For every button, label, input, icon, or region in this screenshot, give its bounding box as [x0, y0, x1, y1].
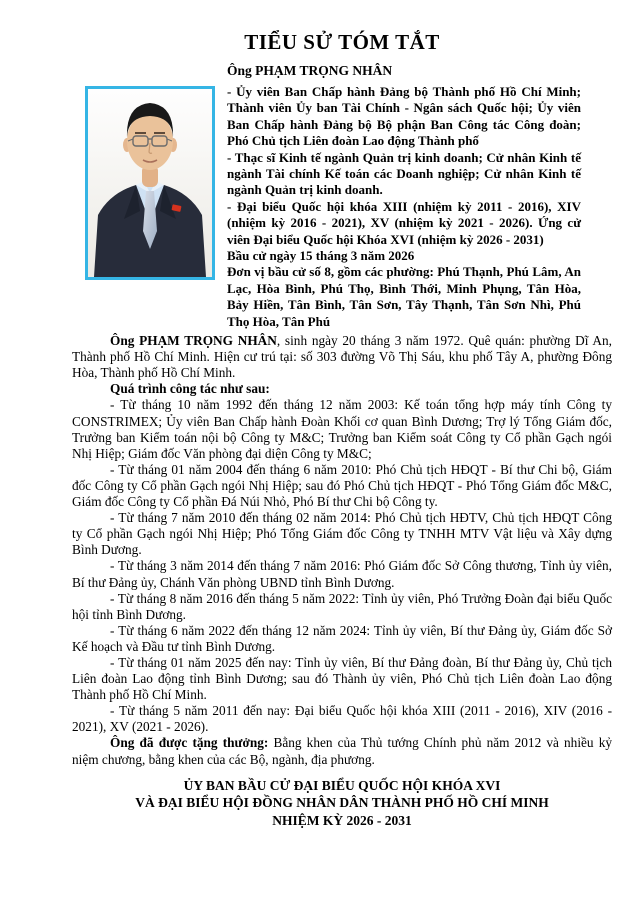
photo-column [72, 61, 227, 280]
footer-line-term: NHIỆM KỲ 2026 - 2031 [272, 812, 412, 828]
footer-line-committee: ỦY BAN BẦU CỬ ĐẠI BIỂU QUỐC HỘI KHÓA XVI [183, 777, 501, 793]
footer-line-council: VÀ ĐẠI BIỂU HỘI ĐỒNG NHÂN DÂN THÀNH PHỐ HỒ CHÍ MINH [135, 795, 549, 811]
career-item-2022-2024: - Từ tháng 6 năm 2022 đến tháng 12 năm 2024: Tỉnh ủy viên, Bí thư Đảng ủy, Giám đốc Sở Kế hoạch và Đầu tư tỉnh Bình Dương. [72, 622, 612, 654]
intro-paragraph [72, 333, 612, 381]
profile-section [72, 61, 612, 330]
awards-text: Bằng khen của Thủ tướng Chính phủ năm 2012 và nhiều kỷ niệm chương, bằng khen của các Bộ, ngành, địa phương. [72, 735, 612, 767]
intro-text: , sinh ngày 20 tháng 3 năm 1972. Quê quán: phường Dĩ An, Thành phố Hồ Chí Minh. Hiện cư trú tại: số 303 đường Võ Thị Sáu, khu phố Tây A, phường Đông Hòa, Thành phố Hồ Chí Minh. [72, 333, 612, 381]
biography-body [72, 333, 612, 768]
document-title: TIỂU SỬ TÓM TẮT [244, 30, 440, 54]
career-item-2011-now: - Từ tháng 5 năm 2011 đến nay: Đại biểu Quốc hội khóa XIII (2011 - 2016), XIV (2016 - 2021), XV (2021 - 2026). [72, 703, 612, 735]
summary-item-assembly-terms: - Đại biểu Quốc hội khóa XIII (nhiệm kỳ 2011 - 2016), XIV (nhiệm kỳ 2016 - 2021), XV (nhiệm kỳ 2021 - 2026). Ứng cử viên Đại biểu Quốc hội Khóa XVI (nhiệm kỳ 2026 - 2031) [227, 198, 581, 247]
summary-item-election-date: Bầu cử ngày 15 tháng 3 năm 2026 [227, 248, 415, 264]
election-committee-footer [72, 777, 612, 830]
career-item-2025-now: - Từ tháng 01 năm 2025 đến nay: Tỉnh ủy viên, Bí thư Đảng đoàn, Bí thư Đảng ủy, Chủ tịch Liên đoàn Lao động tỉnh Bình Dương; sau đó Thành ủy viên, Phó Chủ tịch Liên đoàn Lao động Thành phố Hồ Chí Minh. [72, 654, 612, 703]
career-item-2004-2010: - Từ tháng 01 năm 2004 đến tháng 6 năm 2010: Phó Chủ tịch HĐQT - Bí thư Chi bộ, Giám đốc Công ty Cổ phần Gạch ngói Nhị Hiệp; sau đó Phó Chủ tịch HĐQT - Phó Tổng Giám đốc M&C, Giám đốc Công ty Cổ phần Đá Núi Nhỏ, Phó Bí thư Chi bộ Công ty. [72, 461, 612, 510]
career-item-2010-2014: - Từ tháng 7 năm 2010 đến tháng 02 năm 2014: Phó Chủ tịch HĐTV, Chủ tịch HĐQT Công ty Cổ phần Gạch ngói Nhị Hiệp; Phó Tổng Giám đốc Công ty TNHH MTV Vật liệu và Xây dựng Bình Dương. [72, 510, 612, 558]
career-item-2016-2022: - Từ tháng 8 năm 2016 đến tháng 5 năm 2022: Tỉnh ủy viên, Phó Trưởng Đoàn đại biểu Quốc hội tỉnh Bình Dương. [72, 590, 612, 622]
person-name-heading: Ông PHẠM TRỌNG NHÂN [227, 63, 393, 78]
portrait-photo [85, 86, 215, 280]
career-item-2014-2016: - Từ tháng 3 năm 2014 đến tháng 7 năm 2016: Phó Giám đốc Sở Công thương, Tỉnh ủy viên, Bí thư Đảng ủy, Chánh Văn phòng UBND tỉnh Bình Dương. [72, 558, 612, 590]
awards-label-bold: Ông đã được tặng thưởng: [110, 735, 269, 751]
portrait-illustration [88, 89, 212, 277]
summary-item-positions: - Ủy viên Ban Chấp hành Đảng bộ Thành phố Hồ Chí Minh; Thành viên Ủy ban Tài Chính - Ngân sách Quốc hội; Ủy viên Ban Chấp hành Đảng bộ Bộ phận Ban Công tác Công đoàn; Phó Chủ tịch Liên đoàn Lao động Thành phố [227, 84, 581, 149]
career-item-1992-2003: - Từ tháng 10 năm 1992 đến tháng 12 năm 2003: Kế toán tổng hợp máy tính Công ty CONSTRIMEX; Ủy viên Ban Chấp hành Đoàn Khối cơ quan Bình Dương; Trợ lý Tổng Giám đốc, Trưởng ban Kiểm toán nội bộ Công ty M&C; Trưởng ban Kiểm soát Công ty Cổ phần Gạch ngói Nhị Hiệp; Giám đốc Văn phòng đại diện Công ty M&C; [72, 397, 612, 461]
summary-item-constituency: Đơn vị bầu cử số 8, gồm các phường: Phú Thạnh, Phú Lâm, An Lạc, Hòa Bình, Phú Thọ, Bình Thới, Minh Phụng, Tân Hòa, Bảy Hiền, Tân Bình, Tân Sơn, Tây Thạnh, Tân Sơn Nhì, Phú Thọ Hòa, Tân Phú [227, 264, 581, 329]
awards-paragraph [72, 735, 612, 767]
profile-info-column [227, 61, 612, 330]
intro-name-bold: Ông PHẠM TRỌNG NHÂN [110, 333, 277, 349]
summary-item-education: - Thạc sĩ Kinh tế ngành Quản trị kinh doanh; Cử nhân Kinh tế ngành Tài chính Kế toán các Doanh nghiệp; Cử nhân Kinh tế ngành Quản trị kinh doanh. [227, 149, 581, 198]
document-content [72, 61, 612, 829]
career-heading: Quá trình công tác như sau: [110, 381, 270, 397]
